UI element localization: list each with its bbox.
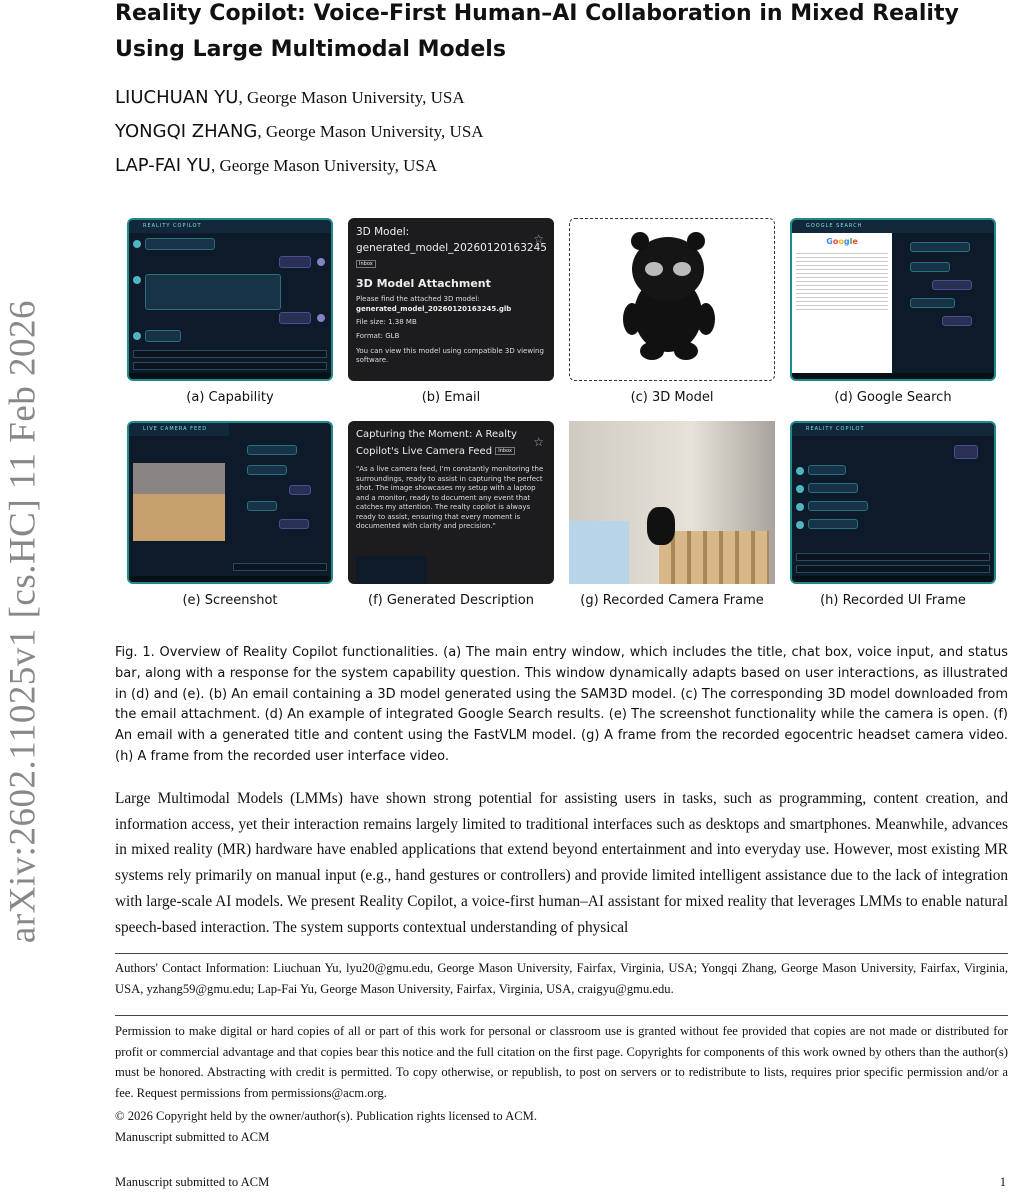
panel-ui-frame xyxy=(790,421,996,584)
assistant-avatar xyxy=(796,485,804,493)
user-avatar xyxy=(317,314,325,322)
paper-title: Reality Copilot: Voice-First Human–AI Collaboration in Mixed Reality Using Large Multimodal Models xyxy=(115,1,959,62)
voice-input xyxy=(133,350,327,358)
email-body: "As a live camera feed, I'm constantly monitoring the surroundings, ready to assist in capturing the perfect shot. The image showcases my setup with a laptop and a monitor, ready to document any event that catches my attention. The realty copilot is always ready to assist, ensuring that every moment is documented with clarity and precision." xyxy=(356,465,544,530)
panel-google-search xyxy=(790,218,996,381)
chat-bubble xyxy=(910,262,950,272)
chat-bubble xyxy=(910,298,955,308)
author-affiliation: , George Mason University, USA xyxy=(210,156,438,175)
star-icon: ☆ xyxy=(533,435,544,449)
chat-bubble xyxy=(808,519,858,529)
user-avatar xyxy=(317,258,325,266)
text-input xyxy=(796,565,990,573)
chat-bubble xyxy=(247,465,287,475)
assistant-avatar xyxy=(133,332,141,340)
manuscript-note: Manuscript submitted to ACM xyxy=(115,1130,270,1144)
panel-camera-frame xyxy=(569,421,775,584)
screenshot-thumbnail xyxy=(356,556,426,584)
app-header: REALITY COPILOT xyxy=(129,220,331,233)
author xyxy=(115,155,437,176)
author-name: LAP-FAI YU xyxy=(115,155,211,176)
chat-bubble xyxy=(279,312,311,324)
footer-left: Manuscript submitted to ACM xyxy=(115,1175,270,1189)
chat-bubble xyxy=(145,274,281,310)
chat-bubble xyxy=(808,465,846,475)
permission-divider xyxy=(115,1015,1008,1016)
panel-caption: (c) 3D Model xyxy=(630,390,714,405)
panel-caption: (b) Email xyxy=(421,390,481,405)
panel-email xyxy=(348,218,554,381)
status-bar xyxy=(129,373,331,379)
author-name: YONGQI ZHANG xyxy=(115,121,258,142)
status-bar xyxy=(792,373,994,379)
assistant-avatar xyxy=(796,503,804,511)
subject-text: Capturing the Moment: A Realty Copilot's Live Camera Feed xyxy=(356,429,517,457)
app-header xyxy=(892,220,994,233)
chat-bubble xyxy=(145,238,215,250)
search-results xyxy=(796,250,888,310)
arxiv-watermark: arXiv:2602.11025v1 [cs.HC] 11 Feb 2026 xyxy=(2,299,44,944)
camera-feed-image xyxy=(133,463,225,541)
plush-model-image xyxy=(570,219,775,381)
chat-bubble xyxy=(954,445,978,459)
chat-bubble xyxy=(279,256,311,268)
subject-text: 3D Model: generated_model_20260120163245 xyxy=(356,226,547,254)
chat-bubble xyxy=(910,242,970,252)
chat-bubble xyxy=(289,485,311,495)
author-affiliation: , George Mason University, USA xyxy=(238,88,465,107)
panel-caption: (h) Recorded UI Frame xyxy=(820,593,966,608)
search-window xyxy=(792,220,892,379)
app-header: REALITY COPILOT xyxy=(792,423,994,436)
footnote-divider xyxy=(115,953,1008,954)
text-input xyxy=(133,362,327,370)
email-attachment-name: generated_model_20260120163245.glb xyxy=(356,304,512,313)
panel-screenshot xyxy=(127,421,333,584)
contact-info: Authors' Contact Information: Liuchuan Yu, lyu20@gmu.edu, George Mason University, Fairfax, Virginia, USA; Yongqi Zhang, George Mason University, Fairfax, Virginia, USA, yzhang59@gmu.edu; Lap-Fai Yu, George Mason University, Fairfax, Virginia, USA, craigyu@gmu.edu. xyxy=(115,961,1008,996)
pallet xyxy=(659,531,769,584)
panel-caption: (e) Screenshot xyxy=(182,593,278,608)
email-line: You can view this model using compatible 3D viewing software. xyxy=(356,346,544,364)
author xyxy=(115,87,465,108)
assistant-avatar xyxy=(796,467,804,475)
chat-bubble xyxy=(932,280,972,290)
email-line: File size: 1.38 MB xyxy=(356,317,417,326)
voice-input xyxy=(796,553,990,561)
assistant-avatar xyxy=(133,240,141,248)
box-object xyxy=(569,521,629,584)
assistant-avatar xyxy=(796,521,804,529)
inbox-tag: Inbox xyxy=(356,260,376,268)
chat-bubble xyxy=(808,501,868,511)
star-icon: ☆ xyxy=(533,232,544,246)
chat-bubble xyxy=(942,316,972,326)
panel-caption: (f) Generated Description xyxy=(368,593,534,608)
email-heading: 3D Model Attachment xyxy=(356,277,491,290)
chat-bubble xyxy=(145,330,181,342)
inbox-tag: Inbox xyxy=(495,447,515,455)
permission-notice: Permission to make digital or hard copies of all or part of this work for personal or classroom use is granted without fee provided that copies are not made or distributed for profit or commercial advantage and that copies bear this notice and the full citation on the first page. Copyrights for components of this work owned by others than the author(s) must be honored. Abstracting with credit is permitted. To copy otherwise, or republish, to post on servers or to redistribute to lists, requires prior specific permission and/or a fee. Request permissions from permissions@acm.org. xyxy=(115,1024,1008,1101)
copyright-notice: © 2026 Copyright held by the owner/author(s). Publication rights licensed to ACM. xyxy=(115,1109,537,1123)
panel-caption: (g) Recorded Camera Frame xyxy=(580,593,764,608)
camera-header: LIVE CAMERA FEED xyxy=(129,423,229,436)
email-subject xyxy=(356,224,546,272)
chat-bubble xyxy=(808,483,858,493)
plush-toy xyxy=(647,507,675,545)
chat-bubble xyxy=(247,445,297,455)
page-number: 1 xyxy=(999,1175,1006,1189)
panel-caption: (d) Google Search xyxy=(834,390,952,405)
abstract-paragraph: Large Multimodal Models (LMMs) have shown strong potential for assisting users in tasks, such as programming, content creation, and information access, yet their interaction remains largely limited to traditional interfaces such as desktops and smartphones. Meanwhile, advances in mixed reality (MR) hardware have enabled applications that extend beyond entertainment and into everyday use. However, most existing MR systems rely primarily on manual input (e.g., hand gestures or controllers) and provide limited intelligent assistance due to the lack of integration with large-scale AI models. We present Reality Copilot, a voice-first human–AI assistant for mixed reality that leverages LMMs to enable natural speech-based interaction. The system supports contextual understanding of physical xyxy=(115,790,1008,936)
panel-capability xyxy=(127,218,333,381)
panel-generated-description xyxy=(348,421,554,584)
author-name: LIUCHUAN YU xyxy=(115,87,239,108)
email-line: Please find the attached 3D model: xyxy=(356,295,480,303)
email-subject xyxy=(356,427,536,460)
assistant-avatar xyxy=(133,276,141,284)
search-header: GOOGLE SEARCH xyxy=(792,220,892,233)
author xyxy=(115,121,484,142)
panel-3d-model xyxy=(569,218,775,381)
text-input xyxy=(233,563,327,571)
google-logo: Google xyxy=(826,237,858,246)
status-bar xyxy=(792,576,994,582)
email-line: Format: GLB xyxy=(356,332,400,340)
chat-bubble xyxy=(247,501,277,511)
status-bar xyxy=(129,576,331,582)
panel-caption: (a) Capability xyxy=(186,390,274,405)
figure-caption: Fig. 1. Overview of Reality Copilot functionalities. (a) The main entry window, which includes the title, chat box, voice input, and status bar, along with a response for the system capability question. This window dynamically adapts based on user interactions, as illustrated in (d) and (e). (b) An email containing a 3D model generated using the SAM3D model. (c) The corresponding 3D model downloaded from the email attachment. (d) An example of integrated Google Search results. (e) The screenshot functionality while the camera is open. (f) An email with a generated title and content using the FastVLM model. (g) A frame from the recorded egocentric headset camera video. (h) A frame from the recorded user interface video. xyxy=(115,645,1008,764)
chat-bubble xyxy=(279,519,309,529)
author-affiliation: , George Mason University, USA xyxy=(257,122,484,141)
